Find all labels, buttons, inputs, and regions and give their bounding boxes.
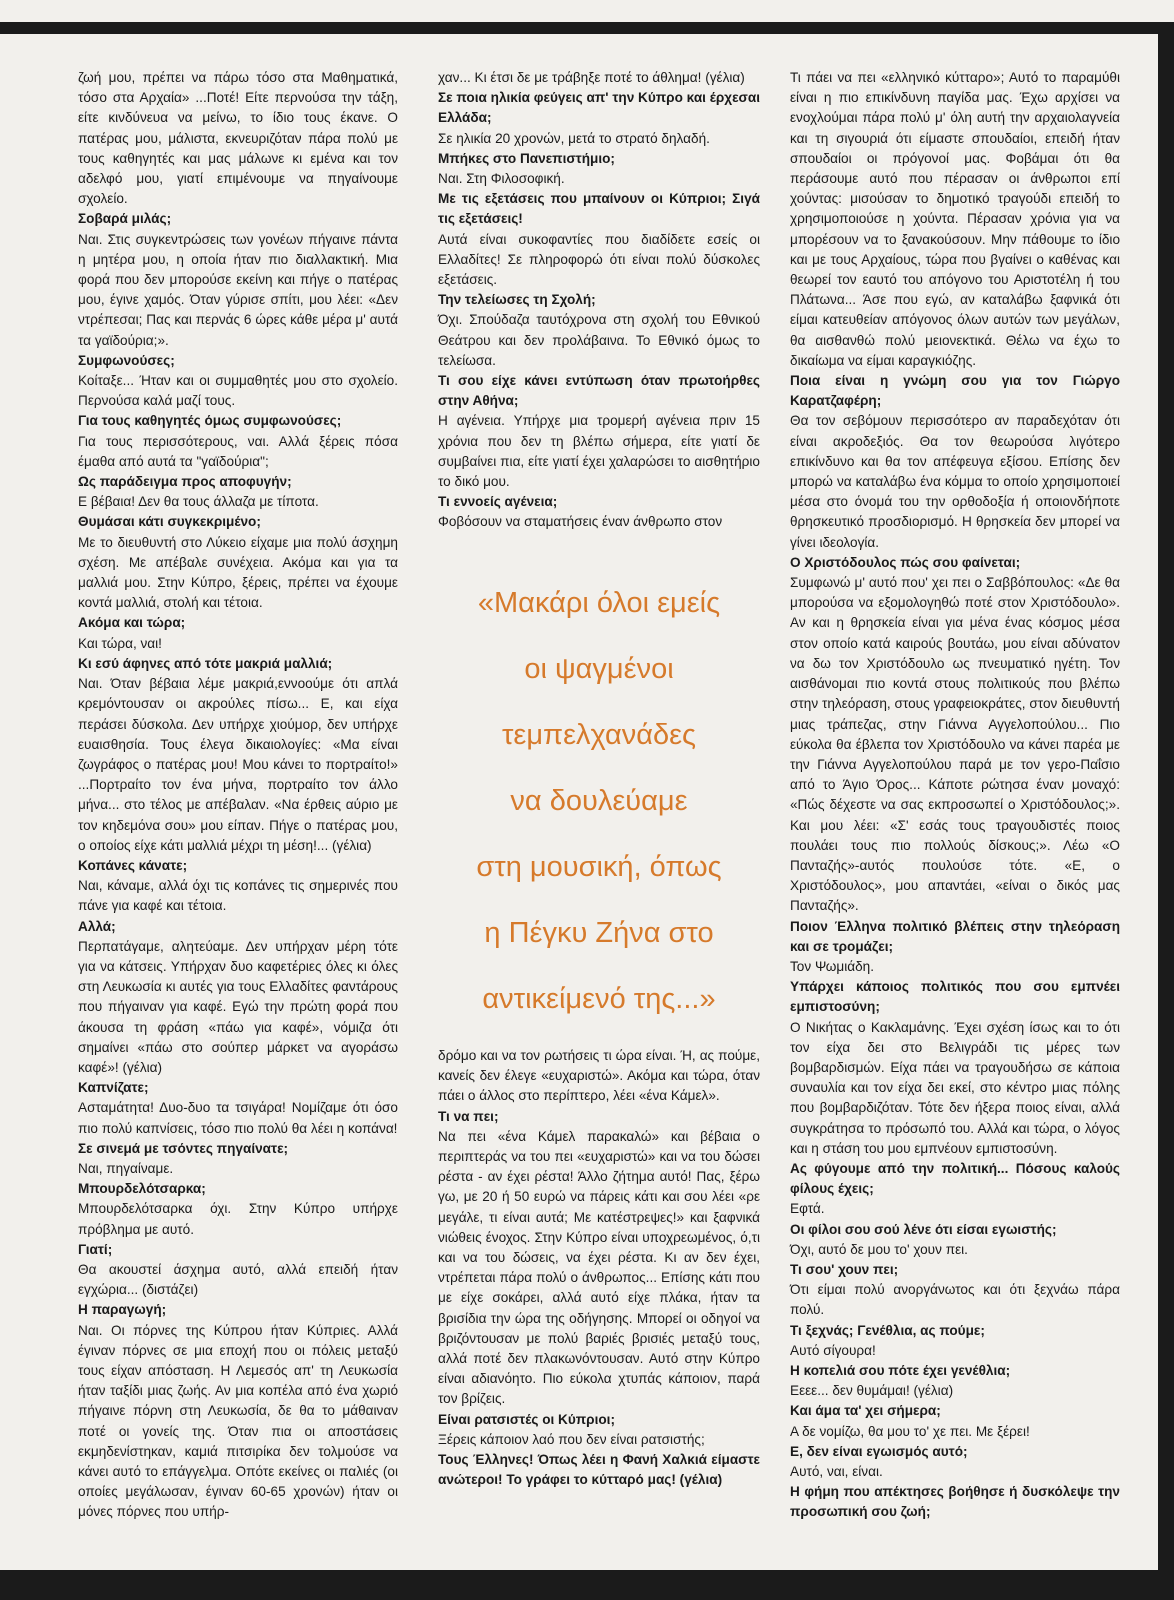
interview-answer: Σε ηλικία 20 χρονών, μετά το στρατό δηλαδή. — [438, 130, 710, 146]
pull-quote-line: αντικείμενό της...» — [482, 983, 716, 1015]
interview-question: Τους Έλληνες! Όπως λέει η Φανή Χαλκιά είμαστε ανώτεροι! Το γράφει το κύτταρό μας! (γέλια) — [438, 1452, 760, 1488]
interview-answer: Ναι. Στις συγκεντρώσεις των γονέων πήγαινε πάντα η μητέρα μου, η οποία ήταν πιο διαλλακτική. Μια φορά που δεν μπορούσε εκείνη και πήγε ο πατέρας μου, έγινε χαμός. Όταν γύρισε σπίτι, μου λέει: «Δεν ντρέπεσαι; Πας και περνάς 6 ώρες κάθε μέρα μ' αυτά τα γαϊδούρια;». — [78, 231, 398, 348]
top-border — [0, 22, 1174, 34]
interview-answer: Φοβόσουν να σταματήσεις έναν άνθρωπο στον — [438, 514, 723, 530]
interview-answer: Ναι, κάναμε, αλλά όχι τις κοπάνες τις σημερινές που πάνε για καφέ και τέτοια. — [78, 878, 398, 914]
interview-question: Τι ξεχνάς; Γενέθλια, ας πούμε; — [790, 1322, 985, 1338]
interview-question: Σε ποια ηλικία φεύγεις απ' την Κύπρο και έρχεσαι Ελλάδα; — [438, 90, 760, 126]
interview-answer: Ο Νικήτας ο Κακλαμάνης. Έχει σχέση ίσως και το ότι τον είχα δει στο Βελιγράδι τις μέρες των βομβαρδισμών. Είχα πάει να τραγουδήσω σε κάποια συναυλία και τον είχα δει εκεί, στο κέντρο μιας πόλης που βομβαρδιζόταν. Τότε δεν ήξερα ποιος είναι, αλλά συγκράτησα το πρόσωπό του. Αλλά και τώρα, ο λόγος και η στάση του μου εμπνέουν εμπιστοσύνη. — [790, 1019, 1120, 1156]
interview-question: Ποιον Έλληνα πολιτικό βλέπεις στην τηλεόραση και σε τρομάζει; — [790, 918, 1120, 954]
interview-answer: Όχι, αυτό δε μου το' χουν πει. — [790, 1241, 968, 1257]
interview-answer: Ασταμάτητα! Δυο-δυο τα τσιγάρα! Νομίζαμε ότι όσο πιο πολύ καπνίσεις, τόσο πιο πολύ θα λέει η κοπάνα! — [78, 1100, 398, 1136]
interview-question: Θυμάσαι κάτι συγκεκριμένο; — [78, 514, 261, 530]
interview-answer: Θα ακουστεί άσχημα αυτό, αλλά επειδή ήταν εγχώρια... (διστάζει) — [78, 1261, 398, 1298]
interview-answer: Όχι. Σπούδαζα ταυτόχρονα στη σχολή του Εθνικού Θεάτρου και δεν προλάβαινα. Το Εθνικό όμως το τελείωσα. — [438, 312, 760, 368]
interview-answer: Ε βέβαια! Δεν θα τους άλλαζα με τίποτα. — [78, 494, 319, 510]
interview-question: Υπάρχει κάποιος πολιτικός που σου εμπνέει εμπιστοσύνη; — [790, 979, 1120, 1015]
interview-answer: Ναι. Οι πόρνες της Κύπρου ήταν Κύπριες. Αλλά έγιναν πόρνες σε μια εποχή που οι πόλεις μεταξύ τους είχαν απόσταση. Η Λεμεσός απ' τη Λευκωσία ήταν ταξίδι μιας ζωής. Αν μια κοπέλα από ένα χωριό πήγαινε πόρνη στη Λευκωσία, δε θα το μάθαιναν ποτέ οι γονείς της. Όταν πια οι αποστάσεις εκμηδενίστηκαν, καμιά πιτσιρίκα δεν τολμούσε να κάνει αυτό το επάγγελμα. Οπότε εκείνες οι παλιές (οι οποίες μεγάλωσαν, έγιναν 60-65 χρονών) ήταν οι μόνες πόρνες που υπήρ- — [78, 1322, 398, 1520]
interview-question: Τι σου' χουν πει; — [790, 1261, 899, 1277]
interview-question: Ποια είναι η γνώμη σου για τον Γιώργο Καρατζαφέρη; — [790, 373, 1120, 409]
interview-question: Τι εννοείς αγένεια; — [438, 494, 558, 510]
interview-question: Ε, δεν είναι εγωισμός αυτό; — [790, 1443, 968, 1459]
interview-question: Είναι ρατσιστές οι Κύπριοι; — [438, 1411, 615, 1427]
pull-quote-line: οι ψαγμένοι — [524, 653, 674, 685]
interview-question: Τι σου είχε κάνει εντύπωση όταν πρωτοήρθες στην Αθήνα; — [438, 373, 760, 409]
interview-answer: Τον Ψωμιάδη. — [790, 958, 875, 974]
interview-answer: Ξέρεις κάποιον λαό που δεν είναι ρατσιστής; — [438, 1431, 705, 1447]
column-2-bottom — [438, 1046, 760, 1490]
interview-answer: ζωή μου, πρέπει να πάρω τόσο στα Μαθηματικά, τόσο στα Αρχαία» ...Ποτέ! Είτε περνούσα την τάξη, είτε κινδύνευα να μείνω, το ίδιο τους έκανε. Ο πατέρας μου, μάλιστα, εκνευριζόταν πάρα πολύ με τους καθηγητές και μας μάλωνε κι εμένα και τον αδελφό μου, γιατί επιμένουμε να πηγαίνουμε σχολείο. — [78, 70, 398, 207]
interview-answer: Ότι είμαι πολύ ανοργάνωτος και ότι ξεχνάω πάρα πολύ. — [790, 1282, 1120, 1318]
interview-question: Καπνίζατε; — [78, 1080, 149, 1096]
interview-question: Με τις εξετάσεις που μπαίνουν οι Κύπριοι; Σιγά τις εξετάσεις! — [438, 191, 760, 227]
interview-answer: Με το διευθυντή στο Λύκειο είχαμε μια πολύ άσχημη σχέση. Με απέβαλε συνέχεια. Ακόμα και για τα μαλλιά μου. Στην Κύπρο, ξέρεις, πρέπει να έχουμε κοντά μαλλιά, στολή και τέτοια. — [78, 534, 398, 611]
interview-answer: Εεεε... δεν θυμάμαι! (γέλια) — [790, 1383, 954, 1399]
interview-answer: Θα τον σεβόμουν περισσότερο αν παραδεχόταν ότι είναι ακροδεξιός. Θα τον θεωρούσα λιγότερο επικίνδυνο και θα τον απέφευγα εξίσου. Επίσης δεν μπορώ να καταλάβω ένα κόμμα το οποίο χρησιμοποιεί μέσα στο όνομά του την ορθοδοξία ή οποιονδήποτε θρησκευτικό προσδιορισμό. Η θρησκεία δεν μπορεί να γίνει ιδεολογία. — [790, 413, 1120, 550]
interview-question: Για τους καθηγητές όμως συμφωνούσες; — [78, 413, 342, 429]
interview-answer: δρόμο και να τον ρωτήσεις τι ώρα είναι. Ή, ας πούμε, κανείς δεν έλεγε «ευχαριστώ». Ακόμα και τώρα, όταν πάει ο άλλος στο περίπτερο, λέει «ένα Κάμελ». — [438, 1048, 760, 1104]
interview-answer: Να πει «ένα Κάμελ παρακαλώ» και βέβαια ο περιπτεράς να του πει «ευχαριστώ» και να του δώσει ρέστα - αν έχει ρέστα! Άλλο ζήτημα αυτό! Πας, ξέρω γω, με 20 ή 50 ευρώ να πάρεις κάτι και σου λέει «ρε μεγάλε, τι είναι αυτά; Με κατέστρεψες!» και ξαφνικά νιώθεις ένοχος. Στην Κύπρο είναι υποχρεωμένος, ό,τι και να του δώσεις, να έχει ρέστα. Κι αν δεν έχει, ντρέπεται πάρα πολύ ο άνθρωπος... Επίσης κάτι που με είχε σοκάρει, αλλά αυτό είχε πλάκα, ήταν τα βρισίδια την ώρα της οδήγησης. Μπορεί οι οδηγοί να βριζόντουσαν με πολύ βαριές βρισιές μεταξύ τους, αλλά ποτέ δεν πλακωνόντουσαν. Αυτό στην Κύπρο είναι αδιανόητο. Πιο εύκολα χτυπάς κάποιον, παρά τον βρίζεις. — [438, 1128, 760, 1407]
interview-question: Η παραγωγή; — [78, 1302, 167, 1318]
bottom-border — [0, 1570, 1174, 1600]
interview-answer: Αυτό, ναι, είναι. — [790, 1464, 883, 1480]
interview-question: Αλλά; — [78, 918, 116, 934]
interview-answer: χαν... Κι έτσι δε με τράβηξε ποτέ το άθλημα! (γέλια) — [438, 70, 745, 85]
interview-question: Μπουρδελότσαρκα; — [78, 1181, 206, 1197]
pull-quote — [438, 570, 760, 1032]
column-2-top — [438, 68, 760, 533]
interview-answer: Ναι. Στη Φιλοσοφική. — [438, 171, 565, 187]
interview-question: Ως παράδειγμα προς αποφυγήν; — [78, 474, 292, 490]
column-1 — [78, 68, 398, 1523]
interview-answer: Ναι, πηγαίναμε. — [78, 1160, 174, 1176]
interview-answer: Εφτά. — [790, 1201, 825, 1217]
interview-answer: Τι πάει να πει «ελληνικό κύτταρο»; Αυτό το παραμύθι είναι η πιο επικίνδυνη παγίδα μας. Έχω αρχίσει να ενοχλούμαι πάρα πολύ μ' όλη αυτή την αρχαιολαγνεία και τη σιγουριά ότι είμαστε σπουδαίοι, επειδή ήταν σπουδαίοι οι πρόγονοί μας. Φοβάμαι ότι θα περάσουμε αυτό που πέρασαν οι άνθρωποι επί χούντας: μισούσαν το δημοτικό τραγούδι επειδή το χρησιμοποιούσε η χούντα. Πέρασαν χρόνια για να μπορέσουν να το ξανακούσουν. Μην πάθουμε το ίδιο και με τους Αρχαίους, τώρα που βγαίνει ο καθένας και θεωρεί τον εαυτό του απόγονο του Αριστοτέλη ή του Πλάτωνα... Άσε που εγώ, αν καταλάβω ξαφνικά ότι είμαι κατευθείαν απόγονος όλων αυτών των μεγάλων, θα αισθανθώ πολύ μειονεκτικά. Θέλω να έχω το δικαίωμα να είμαι καραγκιόζης. — [790, 70, 1120, 368]
interview-answer: Περπατάγαμε, αλητεύαμε. Δεν υπήρχαν μέρη τότε για να κάτσεις. Υπήρχαν δυο καφετέριες όλες κι όλες στη Λευκωσία κι αυτές για τους Ελλαδίτες φαντάρους που πήγαιναν για καφέ. Εγώ την πρώτη φορά που άκουσα τη φράση «πάω για καφέ», νόμιζα ότι σημαίνει «πάω στο σούπερ μάρκετ να αγοράσω καφέ»! (γέλια) — [78, 938, 398, 1075]
pull-quote-line: «Μακάρι όλοι εμείς — [477, 587, 721, 619]
interview-question: Οι φίλοι σου σού λένε ότι είσαι εγωιστής; — [790, 1221, 1057, 1237]
interview-question: Την τελείωσες τη Σχολή; — [438, 292, 596, 308]
interview-answer: Για τους περισσότερους, ναι. Αλλά ξέρεις πόσα έμαθα από αυτά τα "γαϊδούρια"; — [78, 433, 398, 469]
interview-question: Μπήκες στο Πανεπιστήμιο; — [438, 150, 615, 166]
interview-question: Ο Χριστόδουλος πώς σου φαίνεται; — [790, 554, 1021, 570]
interview-question: Τι να πει; — [438, 1108, 499, 1124]
interview-answer: Ναι. Όταν βέβαια λέμε μακριά,εννοούμε ότι απλά κρεμόντουσαν οι ακρούλες πίσω... Ε, και είχα περάσει δύσκολα. Δεν υπήρχε χιούμορ, δεν υπήρχε ευαισθησία. Τους έλεγα δικαιολογίες: «Μα είναι ζωγράφος ο πατέρας μου! Μου κάνει το πορτραίτο!» ...Πορτραίτο τον ένα μήνα, πορτραίτο τον άλλο μήνα... στο τέλος με απέβαλαν. «Να έρθεις αύριο με τον κηδεμόνα σου» μου είπαν. Πήγε ο πατέρας μου, ο οποίος είχε κάτι μαλλιά μέχρι τη μέση!... (γέλια) — [78, 676, 398, 853]
interview-answer: Συμφωνώ μ' αυτό που' χει πει ο Σαββόπουλος: «Δε θα μπορούσα να εξομολογηθώ ποτέ στον Χριστόδουλο». Αν και η θρησκεία είναι για μένα ένας κόσμος μέσα στον οποίο κατά καιρούς βουτάω, μου είναι αδύνατον να δω τον Χριστόδουλο ως πνευματικό ηγέτη. Τον αισθάνομαι πιο κοντά στους πολιτικούς που βλέπω στην τηλεόραση, στους γραφειοκράτες, στον διευθυντή μιας τράπεζας, στην Γιάννα Αγγελοπούλου... Πιο εύκολα θα έβλεπα τον Χριστόδουλο να κάνει παρέα με την Γιάννα Αγγελοπούλου παρά με τον γερο-Παΐσιο από το Άγιο Όρος... Κάποτε ρώτησα έναν μοναχό: «Πώς δέχεστε να σας εκπροσωπεί ο Χριστόδουλος;». Και μου λέει: «Σ' εσάς τους τραγουδιστές ποιος πουλάει τους πιο πολλούς δίσκους;». Λέω «Ο Πανταζής»-αυτός πουλούσε τότε. «Ε, ο Χριστόδουλος», μου απαντάει, «είναι ο δικός μας Πανταζής». — [790, 575, 1120, 914]
interview-question: Γιατί; — [78, 1241, 113, 1257]
interview-answer: Μπουρδελότσαρκα όχι. Στην Κύπρο υπήρχε πρόβλημα με αυτό. — [78, 1201, 398, 1237]
interview-question: Ας φύγουμε από την πολιτική... Πόσους καλούς φίλους έχεις; — [790, 1160, 1120, 1197]
interview-answer: Αυτά είναι συκοφαντίες που διαδίδετε εσείς οι Ελλαδίτες! Σε πληροφορώ ότι είναι πολύ δύσκολες εξετάσεις. — [438, 231, 760, 288]
interview-answer: Α δε νομίζω, θα μου το' χε πει. Με ξέρει! — [790, 1423, 1030, 1439]
interview-answer: Και τώρα, ναι! — [78, 635, 162, 651]
interview-question: Σε σινεμά με τσόντες πηγαίνατε; — [78, 1140, 289, 1156]
interview-question: Η φήμη που απέκτησες βοήθησε ή δυσκόλεψε την προσωπική σου ζωή; — [790, 1484, 1120, 1520]
interview-question: Συμφωνούσες; — [78, 352, 175, 368]
interview-question: Κοπάνες κάνατε; — [78, 857, 188, 873]
interview-question: Σοβαρά μιλάς; — [78, 211, 172, 227]
interview-question: Κι εσύ άφηνες από τότε μακριά μαλλιά; — [78, 655, 333, 671]
interview-answer: Η αγένεια. Υπήρχε μια τρομερή αγένεια πριν 15 χρόνια που δεν τη βλέπω σήμερα, είτε γιατί δε συμβαίνει πια, είτε γιατί έχει χαλαρώσει το αισθητήριο το δικό μου. — [438, 413, 760, 490]
pull-quote-line: τεμπελχανάδες — [501, 719, 697, 751]
interview-question: Η κοπελιά σου πότε έχει γενέθλια; — [790, 1363, 1011, 1378]
pull-quote-line: στη μουσική, όπως — [476, 851, 722, 883]
column-3 — [790, 68, 1120, 1523]
interview-answer: Κοίταξε... Ήταν και οι συμμαθητές μου στο σχολείο. Περνούσα καλά μαζί τους. — [78, 373, 398, 409]
right-border — [1158, 22, 1174, 1600]
interview-question: Και άμα τα' χει σήμερα; — [790, 1403, 941, 1419]
interview-answer: Αυτό σίγουρα! — [790, 1342, 876, 1358]
pull-quote-line: η Πέγκυ Ζήνα στο — [484, 917, 714, 949]
pull-quote-line: να δουλεύαμε — [510, 785, 688, 817]
interview-question: Ακόμα και τώρα; — [78, 615, 186, 631]
